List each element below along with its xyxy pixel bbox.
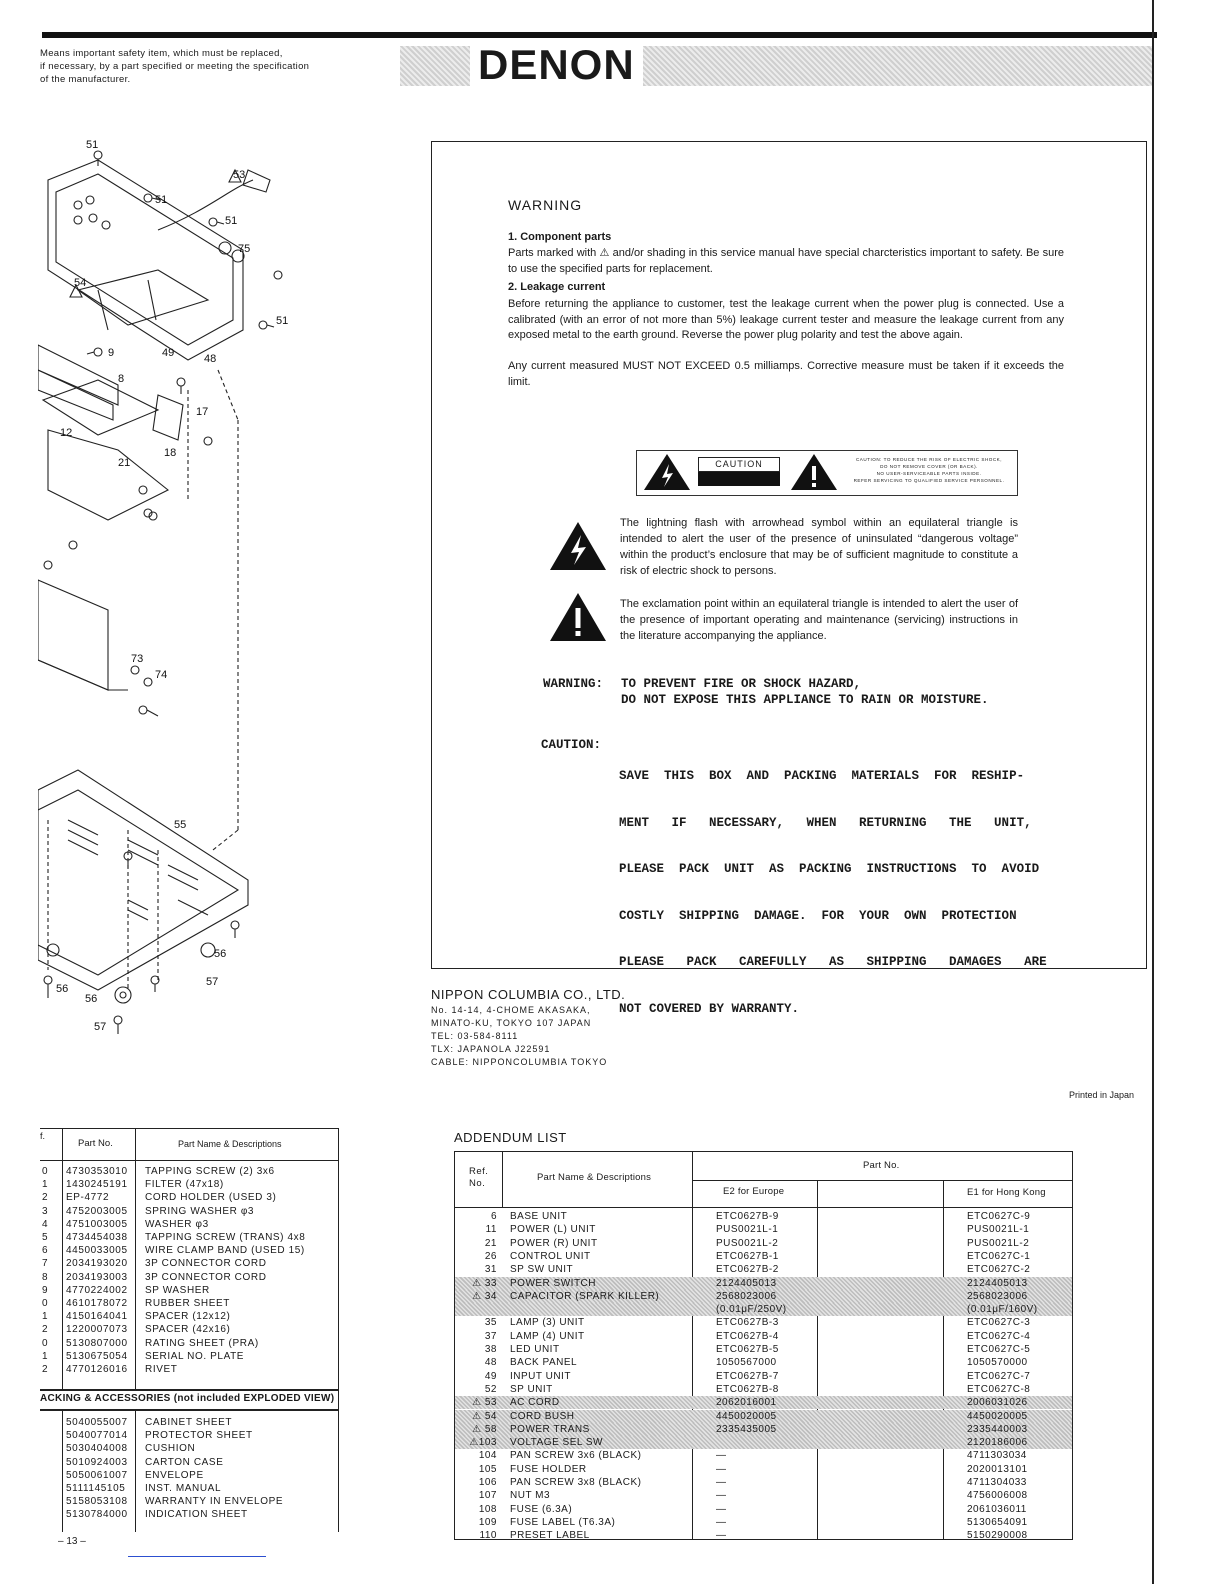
callout-74: 74 [155, 669, 168, 681]
addendum-row [455, 1290, 1072, 1303]
lightning-symbol-icon [549, 521, 607, 571]
table-cell: 4770224002 [66, 1284, 128, 1296]
table-cell: CUSHION [145, 1443, 196, 1455]
addendum-cell-desc: POWER SWITCH [510, 1277, 596, 1289]
addendum-cell-e1: PUS0021L-1 [967, 1224, 1030, 1236]
addendum-row [455, 1303, 1072, 1316]
table-row [40, 1298, 338, 1311]
table-row [40, 1192, 338, 1205]
address-line: TEL: 03-584-8111 [431, 1031, 519, 1041]
addendum-cell-e2: ETC0627B-9 [716, 1211, 779, 1222]
callout-51b: 51 [155, 194, 168, 206]
addendum-row [455, 1370, 1072, 1383]
safety-note-line: if necessary, by a part specified or meeting the specification [40, 61, 310, 72]
caution-label-2: CAUTION: [541, 738, 602, 752]
addendum-cell-e1: 2568023006 [967, 1290, 1028, 1302]
addendum-col-desc: Part Name & Descriptions [537, 1172, 652, 1183]
table-cell: 4610178072 [66, 1298, 128, 1309]
address-line: No. 14-14, 4-CHOME AKASAKA, [431, 1005, 591, 1015]
addendum-cell-desc: PAN SCREW 3x6 (BLACK) [510, 1450, 642, 1462]
table-cell: 1 [42, 1179, 49, 1191]
caution-line: NOT COVERED BY WARRANTY. [619, 1001, 800, 1016]
addendum-row [455, 1277, 1072, 1290]
table-cell: 5 [42, 1232, 49, 1243]
addendum-cell-desc: POWER (R) UNIT [510, 1237, 598, 1249]
table-cell: WIRE CLAMP BAND (USED 15) [145, 1245, 305, 1257]
table-row [40, 1496, 338, 1509]
table-cell: 3P CONNECTOR CORD [145, 1258, 267, 1270]
addendum-cell-desc: FUSE HOLDER [510, 1463, 587, 1475]
table-cell: 5130784000 [66, 1509, 128, 1521]
table-cell: 2 [42, 1324, 49, 1336]
addendum-cell-e2: — [716, 1516, 727, 1528]
callout-17: 17 [196, 406, 209, 418]
table-cell: 9 [42, 1284, 49, 1296]
callout-9: 9 [108, 347, 115, 359]
table-cell: SERIAL NO. PLATE [145, 1350, 245, 1362]
addendum-cell-e1: 2006031026 [967, 1397, 1028, 1409]
addendum-cell-desc: PRESET LABEL [510, 1530, 590, 1542]
addendum-cell-desc: FUSE (6.3A) [510, 1503, 573, 1515]
caution-line: SAVE THIS BOX AND PACKING MATERIALS FOR RESHIP- [619, 769, 1025, 783]
table-cell: 4150164041 [66, 1311, 128, 1323]
addendum-cell-desc: LAMP (3) UNIT [510, 1317, 585, 1329]
addendum-cell-e1: ETC0627C-3 [967, 1317, 1031, 1329]
addendum-cell-ref: 52 [484, 1383, 497, 1395]
table-row [40, 1364, 338, 1377]
callout-12: 12 [60, 427, 73, 439]
addendum-row [455, 1423, 1072, 1436]
addendum-cell-e1: 2124405013 [967, 1277, 1028, 1289]
table-row [40, 1245, 338, 1258]
addendum-cell-e2: 2124405013 [716, 1277, 777, 1289]
table-row [40, 1311, 338, 1324]
callout-55: 55 [174, 819, 187, 831]
table-row [40, 1258, 338, 1271]
table-cell: 5111145105 [66, 1483, 126, 1494]
addendum-table [454, 1151, 1073, 1540]
addendum-row [455, 1343, 1072, 1356]
addendum-cell-e1: (0.01μF/160V) [967, 1304, 1038, 1316]
addendum-row [455, 1463, 1072, 1476]
addendum-row [455, 1210, 1072, 1223]
col-part-no-header: Part No. [78, 1138, 113, 1149]
table-cell: 5040077014 [66, 1430, 128, 1442]
table-cell: INST. MANUAL [145, 1483, 222, 1494]
addendum-cell-e1: ETC0627C-9 [967, 1211, 1031, 1222]
caution-line: PLEASE PACK CAREFULLY AS SHIPPING DAMAGES ARE [619, 955, 1047, 969]
addendum-cell-e2: ETC0627B-7 [716, 1370, 779, 1382]
addendum-col-e2: E2 for Europe [723, 1186, 785, 1197]
addendum-row [455, 1503, 1072, 1516]
addendum-cell-desc: POWER (L) UNIT [510, 1224, 596, 1236]
exploded-view-diagram [38, 130, 428, 1050]
table-cell: ENVELOPE [145, 1469, 204, 1481]
addendum-cell-ref: 38 [484, 1344, 497, 1355]
caution-statement [619, 738, 1047, 1033]
table-cell: 1 [42, 1350, 49, 1362]
addendum-row [455, 1223, 1072, 1236]
warning-title: WARNING [508, 197, 583, 213]
addendum-cell-e2: ETC0627B-1 [716, 1250, 779, 1262]
table-row [40, 1351, 338, 1364]
packing-title: ACKING & ACCESSORIES (not included EXPLODED VIEW) [40, 1393, 335, 1404]
table-cell: SP WASHER [145, 1284, 210, 1296]
addendum-cell-desc: BASE UNIT [510, 1211, 568, 1222]
addendum-cell-e1: ETC0627C-4 [967, 1330, 1031, 1342]
addendum-row [455, 1263, 1072, 1276]
addendum-row [455, 1316, 1072, 1329]
addendum-cell-e2: — [716, 1463, 727, 1475]
addendum-cell-ref: ⚠ 33 [472, 1277, 497, 1289]
callout-73: 73 [131, 653, 144, 665]
table-cell: 1 [42, 1311, 49, 1323]
callout-48: 48 [204, 353, 217, 365]
table-cell: SPACER (42x16) [145, 1324, 231, 1336]
addendum-cell-desc: FUSE LABEL (T6.3A) [510, 1516, 616, 1528]
addendum-cell-e1: 4711304033 [967, 1477, 1027, 1488]
callout-57b: 57 [94, 1021, 107, 1033]
addendum-cell-ref: 31 [484, 1264, 497, 1276]
addendum-cell-e1: 4711303034 [967, 1450, 1027, 1462]
top-rule [42, 32, 1157, 38]
table-row [40, 1219, 338, 1232]
caution-fine-print [844, 456, 1014, 484]
exclamation-symbol-icon [549, 592, 607, 642]
addendum-row [455, 1237, 1072, 1250]
table-cell: RIVET [145, 1364, 178, 1375]
addendum-cell-desc: PAN SCREW 3x8 (BLACK) [510, 1477, 642, 1488]
table-row [40, 1285, 338, 1298]
table-cell: 5030404008 [66, 1443, 128, 1455]
table-cell: SPACER (12x12) [145, 1311, 231, 1323]
addendum-row [455, 1250, 1072, 1263]
table-cell: 5050061007 [66, 1469, 128, 1481]
callout-53: 53 [233, 169, 246, 181]
addendum-cell-ref: 35 [484, 1317, 497, 1329]
addendum-cell-e1: ETC0627C-2 [967, 1264, 1031, 1276]
addendum-cell-e1: 2061036011 [967, 1503, 1027, 1515]
addendum-cell-e1: 2020013101 [967, 1463, 1028, 1475]
addendum-cell-e1: 1050570000 [967, 1357, 1028, 1369]
leakage-limit-text: Any current measured MUST NOT EXCEED 0.5 milliamps. Corrective measure must be taken if it exceeds the limit. [508, 360, 1064, 388]
col-desc-header: Part Name & Descriptions [178, 1139, 282, 1149]
addendum-cell-ref: ⚠103 [469, 1437, 497, 1449]
addendum-cell-e2: (0.01μF/250V) [716, 1304, 787, 1316]
caution-fine-line: REFER SERVICING TO QUALIFIED SERVICE PERSONNEL. [853, 478, 1005, 483]
addendum-cell-desc: BACK PANEL [510, 1357, 578, 1369]
addendum-cell-e2: ETC0627B-4 [716, 1330, 779, 1342]
table-cell: TAPPING SCREW (2) 3x6 [145, 1166, 275, 1177]
addendum-cell-desc: POWER TRANS [510, 1423, 590, 1435]
table-cell: 1430245191 [66, 1179, 128, 1191]
callout-49: 49 [162, 347, 175, 359]
addendum-cell-ref: 11 [485, 1224, 497, 1236]
callout-21: 21 [118, 457, 131, 469]
table-cell: 4734454038 [66, 1232, 128, 1243]
addendum-cell-e2: 2568023006 [716, 1290, 777, 1302]
addendum-row [455, 1356, 1072, 1369]
table-row [40, 1417, 338, 1430]
addendum-col-part-no: Part No. [863, 1160, 900, 1171]
addendum-cell-e1: 4756006008 [967, 1490, 1028, 1502]
address-line: MINATO-KU, TOKYO 107 JAPAN [431, 1018, 592, 1028]
caution-fine-line: DO NOT REMOVE COVER (OR BACK). [880, 464, 978, 469]
table-cell: 2034193003 [66, 1271, 128, 1283]
safety-note [40, 47, 340, 86]
addendum-cell-e1: 2120186006 [967, 1437, 1028, 1449]
addendum-row [455, 1529, 1072, 1542]
addendum-cell-e2: — [716, 1450, 727, 1462]
addendum-row [455, 1476, 1072, 1489]
table-cell: WASHER φ3 [145, 1218, 209, 1230]
callout-57: 57 [206, 976, 219, 988]
table-cell: 4770126016 [66, 1364, 128, 1375]
table-cell: 4 [42, 1218, 49, 1230]
addendum-cell-e2: — [716, 1477, 727, 1488]
table-cell: 4730353010 [66, 1166, 128, 1177]
table-cell: CABINET SHEET [145, 1417, 233, 1428]
callout-56: 56 [214, 948, 227, 960]
addendum-cell-ref: ⚠ 34 [472, 1290, 497, 1302]
caution-fine-line: CAUTION: TO REDUCE THE RISK OF ELECTRIC SHOCK, [855, 457, 1003, 462]
addendum-row [455, 1383, 1072, 1396]
caution-line: COSTLY SHIPPING DAMAGE. FOR YOUR OWN PROTECTION [619, 908, 1017, 923]
right-rule [1152, 0, 1154, 1584]
parts-table [40, 1128, 339, 1532]
addendum-cell-e2: ETC0627B-3 [716, 1317, 779, 1329]
table-row [40, 1179, 338, 1192]
table-cell: 2 [42, 1364, 49, 1375]
addendum-cell-e1: ETC0627C-7 [967, 1370, 1031, 1382]
addendum-title: ADDENDUM LIST [454, 1130, 567, 1145]
addendum-cell-e2: 2062016001 [716, 1397, 777, 1409]
addendum-cell-e2: — [716, 1503, 727, 1515]
table-cell: EP-4772 [66, 1192, 110, 1204]
caution-black-bar [698, 472, 780, 486]
table-cell: 4450033005 [66, 1245, 128, 1257]
addendum-cell-desc: SP UNIT [510, 1383, 553, 1395]
table-cell: 3 [42, 1205, 49, 1217]
table-cell: 4752003005 [66, 1205, 128, 1217]
addendum-cell-ref: 107 [478, 1490, 497, 1502]
table-cell: 1220007073 [66, 1324, 128, 1336]
table-row [40, 1272, 338, 1285]
addendum-row [455, 1410, 1072, 1423]
addendum-cell-e2: ETC0627B-8 [716, 1383, 779, 1395]
table-row [40, 1430, 338, 1443]
safety-note-line: of the manufacturer. [40, 74, 131, 85]
warning-label: WARNING: [543, 677, 604, 691]
addendum-row [455, 1516, 1072, 1529]
table-cell: 2 [42, 1192, 49, 1204]
addendum-cell-desc: LED UNIT [510, 1344, 560, 1355]
addendum-cell-e1: 2335440003 [967, 1423, 1028, 1435]
addendum-cell-e1: ETC0627C-8 [967, 1383, 1031, 1395]
addendum-cell-ref: 108 [478, 1503, 497, 1515]
addendum-cell-e2: — [716, 1530, 727, 1542]
table-row [40, 1443, 338, 1456]
safety-note-line: Means important safety item, which must be replaced, [40, 48, 283, 59]
printed-in-japan: Printed in Japan [1069, 1090, 1135, 1100]
addendum-cell-ref: ⚠ 58 [472, 1423, 497, 1435]
addendum-cell-e2: PUS0021L-2 [716, 1237, 779, 1249]
addendum-cell-desc: LAMP (4) UNIT [510, 1330, 585, 1342]
addendum-col-ref: Ref. No. [469, 1166, 489, 1189]
table-cell: 5130807000 [66, 1337, 128, 1349]
addendum-cell-ref: 104 [478, 1450, 497, 1462]
table-cell: RATING SHEET (PRA) [145, 1337, 259, 1349]
table-cell: 0 [42, 1337, 49, 1349]
warning-line: TO PREVENT FIRE OR SHOCK HAZARD, [621, 677, 862, 691]
addendum-cell-desc: SP SW UNIT [510, 1264, 574, 1276]
component-parts-heading: 1. Component parts [508, 231, 612, 243]
caution-line: MENT IF NECESSARY, WHEN RETURNING THE UNIT, [619, 815, 1032, 830]
callout-75: 75 [238, 243, 251, 255]
addendum-cell-ref: 105 [478, 1463, 497, 1475]
addendum-cell-e1: PUS0021L-2 [967, 1237, 1030, 1249]
table-row [40, 1206, 338, 1219]
table-row [40, 1509, 338, 1522]
col-ref-header: f. [40, 1131, 46, 1141]
addendum-cell-ref: ⚠ 53 [472, 1397, 497, 1409]
addendum-cell-desc: INPUT UNIT [510, 1370, 571, 1382]
callout-18: 18 [164, 447, 177, 459]
table-cell: 0 [42, 1166, 49, 1177]
address-line: TLX: JAPANOLA J22591 [431, 1044, 551, 1054]
addendum-cell-e1: ETC0627C-1 [967, 1250, 1031, 1262]
link-underline [128, 1556, 266, 1557]
caution-label: CAUTION [698, 457, 780, 472]
addendum-row [455, 1449, 1072, 1462]
addendum-cell-e1: ETC0627C-5 [967, 1344, 1031, 1355]
addendum-cell-desc: VOLTAGE SEL SW [510, 1437, 603, 1449]
addendum-row [455, 1489, 1072, 1502]
table-cell: 5040055007 [66, 1417, 128, 1428]
component-parts-text: Parts marked with ⚠ and/or shading in this service manual have special charcteristics important to safety. Be sure to use the specified parts for replacement. [508, 247, 1064, 275]
company-name: NIPPON COLUMBIA CO., LTD. [431, 987, 626, 1002]
leakage-current-text: Before returning the appliance to customer, test the leakage current when the power plug is connected. Use a calibrated (with an error of not more than 5%) leakage current tester and measure the leakage current from any exposed metal to the earth ground. Reverse the power plug polarity and test the above again. [508, 298, 1064, 341]
table-cell: 5130675054 [66, 1350, 128, 1362]
addendum-row [455, 1396, 1072, 1409]
table-cell: 4751003005 [66, 1218, 128, 1230]
leakage-current-heading: 2. Leakage current [508, 281, 606, 293]
addendum-cell-e1: 4450020005 [967, 1410, 1028, 1422]
addendum-cell-desc: CONTROL UNIT [510, 1250, 591, 1262]
table-row [40, 1232, 338, 1245]
addendum-cell-e2: — [716, 1490, 727, 1502]
addendum-col-e1: E1 for Hong Kong [967, 1187, 1046, 1198]
table-row [40, 1457, 338, 1470]
table-row [40, 1483, 338, 1496]
lightning-triangle-icon [642, 452, 692, 492]
callout-51: 51 [86, 139, 99, 151]
table-cell: CARTON CASE [145, 1456, 224, 1468]
addendum-cell-e2: PUS0021L-1 [716, 1224, 779, 1236]
table-cell: 6 [42, 1245, 49, 1257]
callout-51d: 51 [276, 315, 289, 327]
table-row [40, 1166, 338, 1179]
table-row [40, 1470, 338, 1483]
table-cell: TAPPING SCREW (TRANS) 4x8 [145, 1232, 306, 1243]
addendum-cell-e2: ETC0627B-2 [716, 1264, 779, 1276]
addendum-cell-desc: NUT M3 [510, 1490, 551, 1502]
addendum-cell-ref: 6 [490, 1211, 497, 1222]
table-cell: 7 [42, 1258, 49, 1270]
addendum-cell-desc: CORD BUSH [510, 1410, 575, 1422]
addendum-cell-ref: 49 [484, 1370, 497, 1382]
table-cell: CORD HOLDER (USED 3) [145, 1192, 277, 1204]
addendum-cell-ref: 21 [484, 1237, 497, 1249]
addendum-row [455, 1436, 1072, 1449]
warning-statement [621, 677, 1001, 708]
caution-line: PLEASE PACK UNIT AS PACKING INSTRUCTIONS TO AVOID [619, 862, 1040, 876]
table-cell: 0 [42, 1298, 49, 1309]
warning-line: DO NOT EXPOSE THIS APPLIANCE TO RAIN OR MOISTURE. [621, 692, 989, 707]
table-cell: 5158053108 [66, 1496, 128, 1508]
addendum-cell-ref: 109 [478, 1516, 497, 1528]
page-number: – 13 – [58, 1536, 86, 1547]
table-cell: RUBBER SHEET [145, 1298, 230, 1309]
table-cell: 3P CONNECTOR CORD [145, 1271, 267, 1283]
table-cell: 2034193020 [66, 1258, 128, 1270]
addendum-cell-e1: 5150290008 [967, 1530, 1028, 1542]
callout-8: 8 [118, 373, 125, 385]
table-cell: INDICATION SHEET [145, 1509, 248, 1521]
table-row [40, 1338, 338, 1351]
addendum-cell-e2: ETC0627B-5 [716, 1344, 779, 1355]
addendum-cell-desc: AC CORD [510, 1397, 560, 1409]
addendum-cell-ref: 37 [484, 1330, 497, 1342]
addendum-row [455, 1330, 1072, 1343]
callout-56c: 56 [85, 993, 98, 1005]
address-line: CABLE: NIPPONCOLUMBIA TOKYO [431, 1057, 608, 1067]
brand-logo: DENON [470, 42, 643, 88]
addendum-cell-e2: 2335435005 [716, 1423, 777, 1435]
addendum-cell-desc: CAPACITOR (SPARK KILLER) [510, 1290, 660, 1302]
table-cell: PROTECTOR SHEET [145, 1430, 253, 1442]
callout-56b: 56 [56, 983, 69, 995]
lightning-explanation: The lightning flash with arrowhead symbol within an equilateral triangle is intended to alert the user of the presence of uninsulated “dangerous voltage” within the product’s enclosure that may be of sufficient magnitude to constitute a risk of electric shock to persons. [620, 517, 1018, 577]
addendum-cell-e1: 5130654091 [967, 1516, 1028, 1528]
addendum-cell-ref: 106 [478, 1477, 497, 1488]
table-cell: WARRANTY IN ENVELOPE [145, 1496, 284, 1508]
addendum-cell-ref: 110 [479, 1530, 497, 1542]
exclamation-explanation: The exclamation point within an equilateral triangle is intended to alert the user of the presence of important operating and maintenance (servicing) instructions in the literature accompanying the appliance. [620, 598, 1018, 642]
addendum-cell-ref: ⚠ 54 [472, 1410, 497, 1422]
table-cell: 8 [42, 1271, 49, 1283]
caution-fine-line: NO USER-SERVICEABLE PARTS INSIDE. [876, 471, 982, 476]
addendum-cell-ref: 48 [484, 1357, 497, 1369]
addendum-cell-e2: 1050567000 [716, 1357, 777, 1369]
callout-54: 54 [74, 277, 87, 289]
table-cell: 5010924003 [66, 1456, 128, 1468]
table-cell: FILTER (47x18) [145, 1179, 224, 1191]
table-cell: SPRING WASHER φ3 [145, 1205, 255, 1217]
addendum-cell-e2: 4450020005 [716, 1410, 777, 1422]
addendum-cell-ref: 26 [484, 1250, 497, 1262]
callout-51c: 51 [225, 215, 238, 227]
exclamation-triangle-icon [789, 452, 839, 492]
table-row [40, 1324, 338, 1337]
